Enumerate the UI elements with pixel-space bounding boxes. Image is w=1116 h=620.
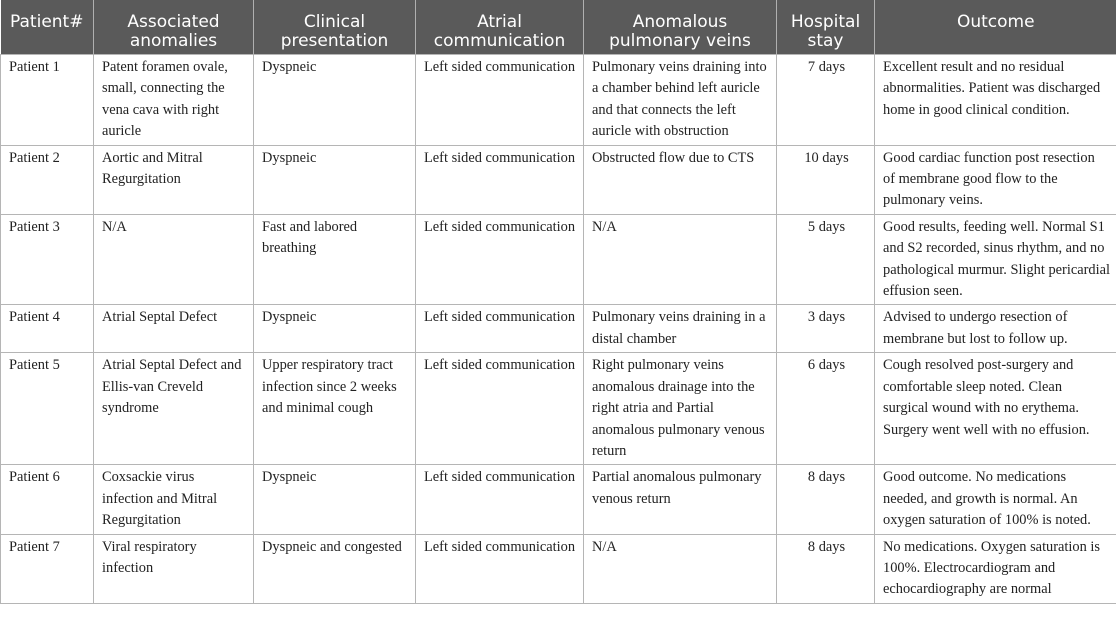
cell-clinical-presentation: Upper respiratory tract infection since 2 weeks and minimal cough xyxy=(254,353,416,465)
cell-associated-anomalies: Atrial Septal Defect and Ellis-van Creveld syndrome xyxy=(94,353,254,465)
cell-patient: Patient 2 xyxy=(1,145,94,214)
cell-clinical-presentation: Dyspneic xyxy=(254,55,416,146)
cell-hospital-stay: 8 days xyxy=(777,465,875,534)
cell-associated-anomalies: N/A xyxy=(94,214,254,305)
cell-anomalous-pulmonary-veins: N/A xyxy=(584,214,777,305)
cell-outcome: Good outcome. No medications needed, and growth is normal. An oxygen saturation of 100% is noted. xyxy=(875,465,1116,534)
cell-hospital-stay: 3 days xyxy=(777,305,875,353)
table-row xyxy=(1,305,1116,353)
cell-associated-anomalies: Coxsackie virus infection and Mitral Regurgitation xyxy=(94,465,254,534)
cell-outcome: No medications. Oxygen saturation is 100%. Electrocardiogram and echocardiography are normal xyxy=(875,534,1116,603)
cell-hospital-stay: 8 days xyxy=(777,534,875,603)
cell-associated-anomalies: Atrial Septal Defect xyxy=(94,305,254,353)
cell-anomalous-pulmonary-veins: Right pulmonary veins anomalous drainage into the right atria and Partial anomalous pulmonary venous return xyxy=(584,353,777,465)
header-hospital-stay: Hospital stay xyxy=(777,0,875,55)
cell-atrial-communication: Left sided communication xyxy=(416,534,584,603)
cell-patient: Patient 4 xyxy=(1,305,94,353)
cell-anomalous-pulmonary-veins: Obstructed flow due to CTS xyxy=(584,145,777,214)
table-row xyxy=(1,214,1116,305)
cell-atrial-communication: Left sided communication xyxy=(416,353,584,465)
cell-associated-anomalies: Viral respiratory infection xyxy=(94,534,254,603)
cell-outcome: Excellent result and no residual abnormalities. Patient was discharged home in good clinical condition. xyxy=(875,55,1116,146)
cell-atrial-communication: Left sided communication xyxy=(416,465,584,534)
cell-patient: Patient 7 xyxy=(1,534,94,603)
header-patient: Patient# xyxy=(1,0,94,55)
table-header xyxy=(1,0,1116,55)
header-anomalous-pulmonary-veins: Anomalous pulmonary veins xyxy=(584,0,777,55)
cell-atrial-communication: Left sided communication xyxy=(416,305,584,353)
cell-clinical-presentation: Fast and labored breathing xyxy=(254,214,416,305)
cell-clinical-presentation: Dyspneic xyxy=(254,305,416,353)
cell-anomalous-pulmonary-veins: Pulmonary veins draining in a distal chamber xyxy=(584,305,777,353)
cell-outcome: Cough resolved post-surgery and comfortable sleep noted. Clean surgical wound with no erythema. Surgery went well with no effusion. xyxy=(875,353,1116,465)
cell-atrial-communication: Left sided communication xyxy=(416,55,584,146)
cell-anomalous-pulmonary-veins: N/A xyxy=(584,534,777,603)
table-body xyxy=(1,55,1116,604)
cell-outcome: Advised to undergo resection of membrane but lost to follow up. xyxy=(875,305,1116,353)
cell-atrial-communication: Left sided communication xyxy=(416,145,584,214)
header-row xyxy=(1,0,1116,55)
table-row xyxy=(1,465,1116,534)
cell-anomalous-pulmonary-veins: Pulmonary veins draining into a chamber behind left auricle and that connects the left auricle with obstruction xyxy=(584,55,777,146)
header-outcome: Outcome xyxy=(875,0,1116,55)
cell-patient: Patient 3 xyxy=(1,214,94,305)
cell-patient: Patient 1 xyxy=(1,55,94,146)
cell-hospital-stay: 5 days xyxy=(777,214,875,305)
cell-clinical-presentation: Dyspneic xyxy=(254,465,416,534)
cell-associated-anomalies: Aortic and Mitral Regurgitation xyxy=(94,145,254,214)
cell-hospital-stay: 6 days xyxy=(777,353,875,465)
table-row xyxy=(1,55,1116,146)
cell-outcome: Good results, feeding well. Normal S1 and S2 recorded, sinus rhythm, and no pathological murmur. Slight pericardial effusion seen. xyxy=(875,214,1116,305)
cell-clinical-presentation: Dyspneic and congested xyxy=(254,534,416,603)
cell-outcome: Good cardiac function post resection of membrane good flow to the pulmonary veins. xyxy=(875,145,1116,214)
cell-hospital-stay: 7 days xyxy=(777,55,875,146)
cell-atrial-communication: Left sided communication xyxy=(416,214,584,305)
header-clinical-presentation: Clinical presentation xyxy=(254,0,416,55)
cell-clinical-presentation: Dyspneic xyxy=(254,145,416,214)
header-atrial-communication: Atrial communication xyxy=(416,0,584,55)
cell-hospital-stay: 10 days xyxy=(777,145,875,214)
table-row xyxy=(1,353,1116,465)
cell-patient: Patient 5 xyxy=(1,353,94,465)
cell-associated-anomalies: Patent foramen ovale, small, connecting the vena cava with right auricle xyxy=(94,55,254,146)
table-row xyxy=(1,534,1116,603)
cell-anomalous-pulmonary-veins: Partial anomalous pulmonary venous return xyxy=(584,465,777,534)
header-associated-anomalies: Associated anomalies xyxy=(94,0,254,55)
table-row xyxy=(1,145,1116,214)
cell-patient: Patient 6 xyxy=(1,465,94,534)
